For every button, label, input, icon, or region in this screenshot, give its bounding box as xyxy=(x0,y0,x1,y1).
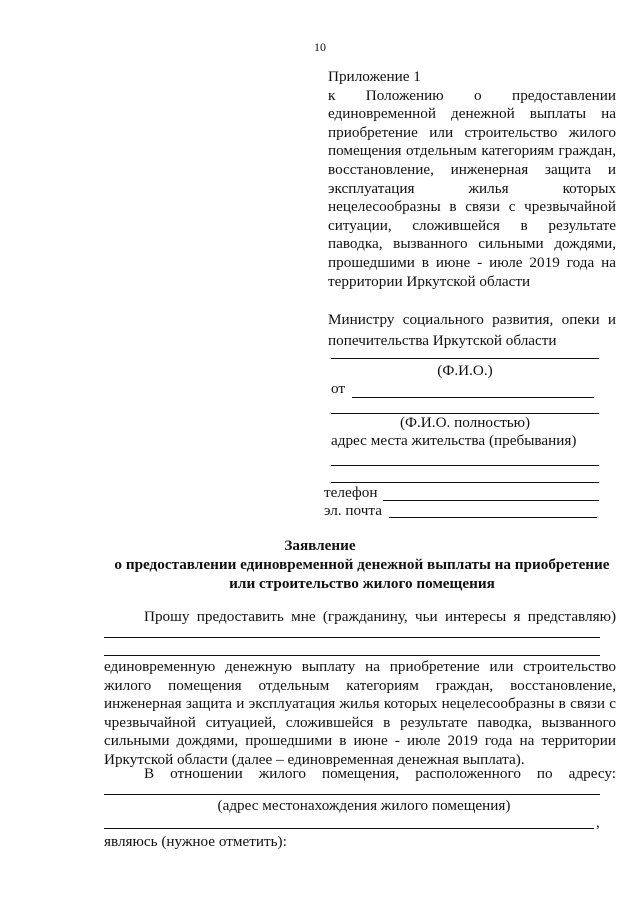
statement-subtitle: о предоставлении единовременной денежной выплаты на приобретение или строительство жилого помещения xyxy=(114,556,610,592)
addressee: Министру социального развития, опеки и попечительства Иркутской области xyxy=(328,311,616,349)
address-line-2[interactable] xyxy=(331,482,599,483)
request-paragraph: Прошу предоставить мне (гражданину, чьи интересы я представляю) xyxy=(144,608,616,625)
appendix-body: к Положению о предоставлении единовременной денежной выплаты на приобретение или строительство жилого помещения отдельным категориям граждан, восстановление, инженерная защита и эксплуатация жилья которых нецелесообразны в связи с чрезвычайной ситуации, сложившейся в результате паводка, вызванного сильными дождями, прошедшими в июне - июле 2019 года на территории Иркутской области xyxy=(328,86,616,290)
fio-line[interactable] xyxy=(331,358,599,359)
email-line[interactable] xyxy=(389,517,597,518)
property-address-line-1[interactable] xyxy=(104,794,600,795)
address-line-1[interactable] xyxy=(331,465,599,466)
page-number: 10 xyxy=(314,40,326,54)
address-label: адрес места жительства (пребывания) xyxy=(331,432,577,449)
main-paragraph: единовременную денежную выплату на приобретение или строительство жилого помещения отдельным категориям граждан, восстановление, инженерная защита и эксплуатация жилья которых нецелесообразны в связи с чрезвычайной ситуацией, сложившейся в результате паводка, вызванного сильными дождями, прошедшими в июне - июле 2019 года на территории Иркутской области (далее – единовременная денежная выплата). xyxy=(104,658,616,768)
relation-paragraph: В отношении жилого помещения, расположенного по адресу: xyxy=(144,765,616,782)
applicant-line-1[interactable] xyxy=(104,637,600,638)
appendix-title: Приложение 1 xyxy=(328,68,421,85)
trailing-comma: , xyxy=(596,814,600,831)
from-line[interactable] xyxy=(352,397,594,398)
appendix-block xyxy=(328,68,616,291)
from-label: от xyxy=(331,380,346,397)
statement-title: Заявление xyxy=(284,537,356,554)
applicant-line-2[interactable] xyxy=(104,655,600,656)
phone-label: телефон xyxy=(324,484,378,501)
fio-caption: (Ф.И.О.) xyxy=(437,362,493,379)
phone-line[interactable] xyxy=(383,500,599,501)
property-address-caption: (адрес местонахождения жилого помещения) xyxy=(217,797,511,814)
fio-full-caption: (Ф.И.О. полностью) xyxy=(399,414,531,431)
property-address-line-2[interactable] xyxy=(104,828,594,829)
email-label: эл. почта xyxy=(324,502,382,519)
status-label: являюсь (нужное отметить): xyxy=(104,833,287,850)
